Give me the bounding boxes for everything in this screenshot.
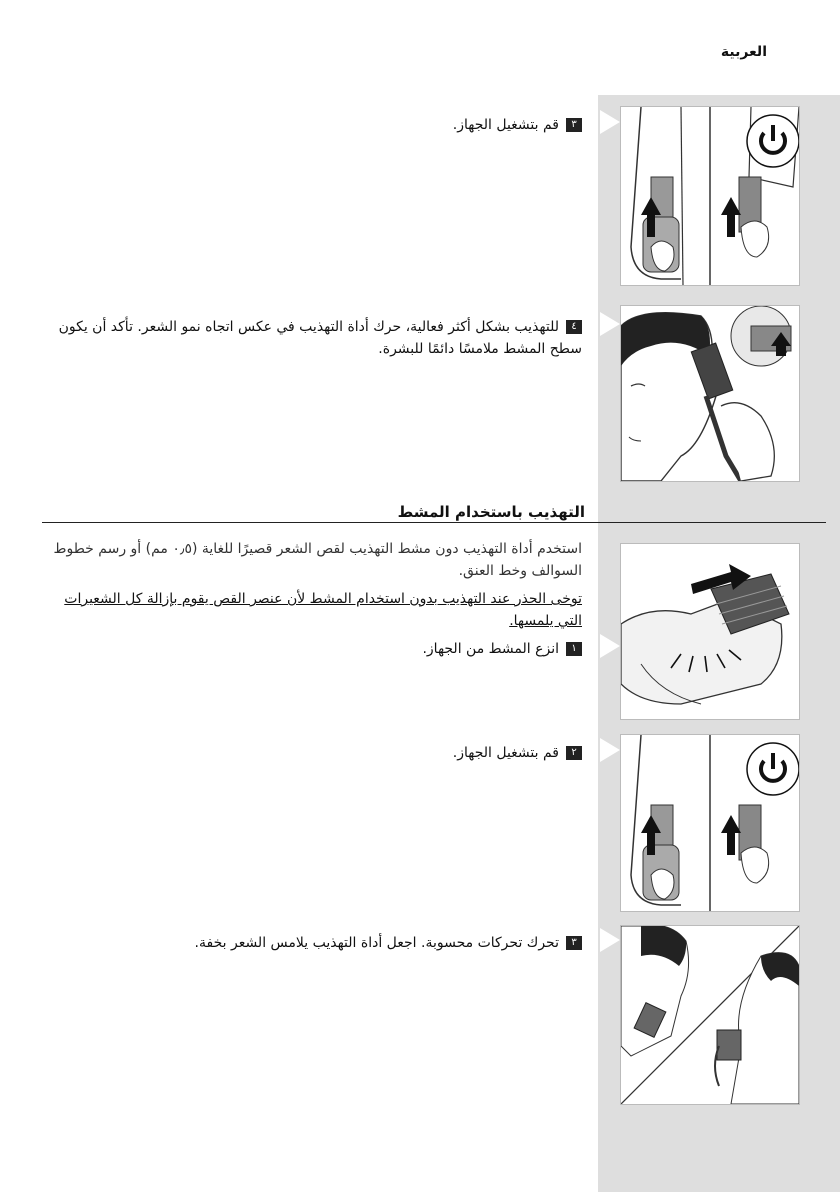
step-controlled-movements [195, 932, 582, 954]
step-text: تحرك تحركات محسوبة. اجعل أداة التهذيب يلامس الشعر بخفة. [194, 935, 559, 951]
illustration-remove-comb [620, 543, 800, 720]
step-number: ٤ [566, 320, 582, 334]
panel-pointer [600, 634, 620, 658]
step-number: ٣ [566, 118, 582, 132]
comb-illustration [621, 544, 799, 719]
illustration-power-on-top [620, 106, 800, 286]
panel-pointer [600, 312, 620, 336]
arrow-up-icon [721, 815, 741, 855]
step-remove-comb [422, 638, 582, 660]
step-number: ٢ [566, 746, 582, 760]
illustration-power-on-bottom [620, 734, 800, 912]
step-text: قم بتشغيل الجهاز. [452, 745, 559, 761]
step-text: قم بتشغيل الجهاز. [452, 117, 559, 133]
step-text: للتهذيب بشكل أكثر فعالية، حرك أداة التهذيب في عكس اتجاه نمو الشعر. تأكد أن يكون سطح المشط ملامسًا دائمًا للبشرة. [58, 319, 582, 357]
panel-pointer [600, 738, 620, 762]
step-number: ٣ [566, 936, 582, 950]
section-warning: توخى الحذر عند التهذيب بدون استخدام المشط لأن عنصر القص يقوم بإزالة كل الشعيرات التي يلمسها. [64, 591, 582, 629]
step-power-on-top [453, 114, 582, 136]
face-illustration [621, 926, 799, 1104]
step-power-on-bottom [453, 742, 582, 764]
section-intro: استخدم أداة التهذيب دون مشط التهذيب لقص الشعر قصيرًا للغاية (٠٫٥ مم) أو رسم خطوط السوالف وخط العنق. [53, 541, 582, 579]
trimmer-illustration [621, 735, 799, 911]
step-trim-direction [42, 316, 582, 360]
step-number: ١ [566, 642, 582, 656]
arrow-up-icon [721, 197, 741, 237]
illustration-controlled-movements [620, 925, 800, 1105]
section-divider [42, 522, 826, 523]
illustration-trim-direction [620, 305, 800, 482]
trimmer-illustration [621, 107, 799, 285]
section-title: التهذيب باستخدام المشط [397, 503, 585, 521]
step-text: انزع المشط من الجهاز. [422, 641, 559, 657]
language-label: العربية [720, 44, 767, 60]
panel-pointer [600, 110, 620, 134]
face-illustration [621, 306, 799, 481]
panel-pointer [600, 928, 620, 952]
